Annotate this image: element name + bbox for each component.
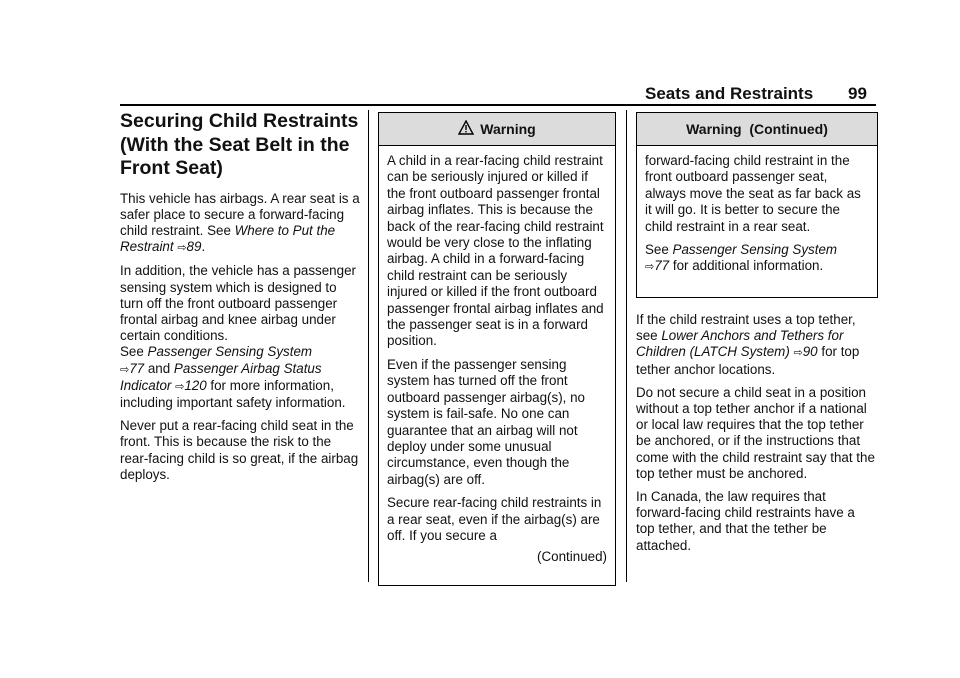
warning-paragraph-3: Secure rear-facing child restraints in a rear seat, even if the airbag(s) are off. If you secure a [387,495,602,543]
page-ref-120[interactable]: 120 [184,377,207,393]
page-number: 99 [848,84,867,103]
warning-header [379,113,615,146]
right-column [636,312,876,561]
continued-label: (Continued) [537,549,607,565]
page-ref-77[interactable]: 77 [129,360,145,376]
page-ref-arrow-icon: ⇨ [793,347,803,360]
link-where-to-put-restraint[interactable]: Where to Put the Restraint [120,222,336,255]
page-ref-arrow-icon: ⇨ [120,363,130,376]
link-passenger-sensing-system[interactable]: Passenger Sensing System [147,344,313,360]
paragraph-canada-law: In Canada, the law requires that forward-facing child restraints have a top tether, and that the tether be attached. [636,489,855,553]
paragraph-do-not-secure: Do not secure a child seat in a position without a top tether anchor if a national or local law requires that the top tether be anchored, or if the instructions that come with the child restraint say that the top tether must be anchored. [636,384,875,481]
paragraph-airbags: This vehicle has airbags. A rear seat is a safer place to secure a forward-facing child restraint. See Where to Put the Restraint ⇨89. [120,190,360,255]
warning-continued-header [637,113,877,146]
paragraph-never-rear-facing: Never put a rear-facing child seat in the front. This is because the risk to the rear-facing child is so great, if the airbag deploys. [120,418,359,482]
page-ref-77[interactable]: 77 [654,258,670,274]
warning-continued-box [636,112,878,298]
page-ref-90[interactable]: 90 [802,344,818,360]
link-latch-system[interactable]: Lower Anchors and Tethers for Children (LATCH System) [636,328,844,360]
link-passenger-sensing-system[interactable]: Passenger Sensing System [672,242,838,258]
warning-paragraph-2: Even if the passenger sensing system has turned off the front outboard passenger airbag(s), no system is fail-safe. No one can guarantee that an airbag will not deploy under some unusual circumstance, even though the airbag(s) are off. [387,356,586,487]
paragraph-top-tether: If the child restraint uses a top tether, see Lower Anchors and Tethers for Children (LATCH System) ⇨90 for top tether anchor locations. [636,312,860,377]
link-passenger-airbag-status-indicator[interactable]: Passenger Airbag Status Indicator [120,360,322,393]
column-divider-right [626,110,627,582]
column-divider-left [368,110,369,582]
warning-continued-paragraph-1: forward-facing child restraint in the front outboard passenger seat, always move the seat as far back as it will go. It is better to secure the child restraint in a rear seat. [645,153,861,234]
section-title: Seats and Restraints [645,84,814,103]
paragraph-passenger-sensing: In addition, the vehicle has a passenger sensing system which is designed to turn off the front outboard passenger frontal airbag and knee airbag under certain conditions. See Passenger Sensing System ⇨77 and Passenger Airbag Status Indicator ⇨120 for more information, including important safety information. [120,263,356,410]
warning-box [378,112,616,586]
section-heading: Securing Child Restraints (With the Seat Belt in the Front Seat) [120,110,359,179]
warning-triangle-icon [458,120,474,139]
warning-paragraph-1: A child in a rear-facing child restraint can be seriously injured or killed if the front outboard passenger frontal airbag inflates. This is because the back of the rear-facing child restraint would be very close to the inflating airbag. A child in a forward-facing child restraint can be seriously injured or killed if the front outboard passenger frontal airbag inflates and the passenger seat is in a forward position. [387,153,604,349]
warning-continued-title: Warning (Continued) [686,121,828,137]
warning-continued-paragraph-2: See Passenger Sensing System ⇨77 for additional information. [645,242,838,274]
warning-title: Warning [480,121,536,137]
left-column [120,110,360,490]
page-ref-arrow-icon: ⇨ [175,380,185,393]
page-ref-arrow-icon: ⇨ [645,261,655,274]
page-ref-89[interactable]: 89 [186,239,202,255]
header-rule [120,104,876,106]
page-ref-arrow-icon: ⇨ [177,242,187,255]
